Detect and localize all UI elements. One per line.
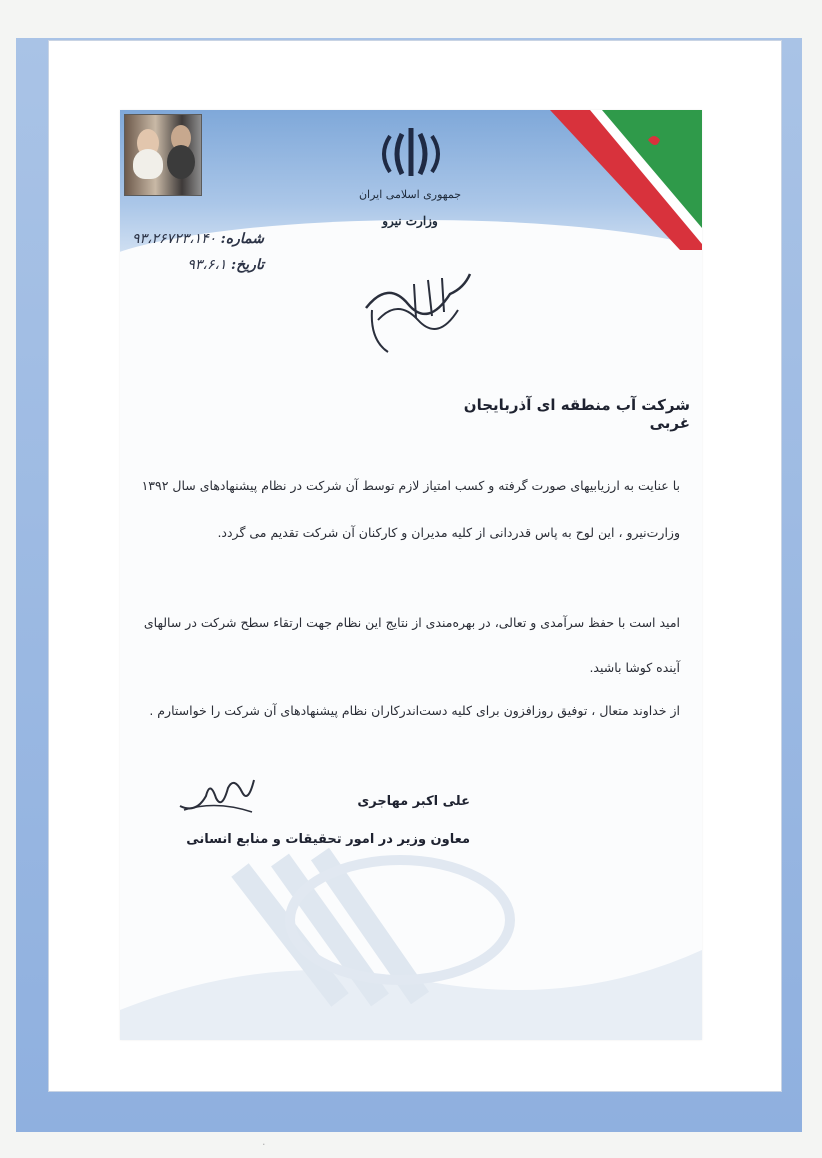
- dam-watermark: [120, 830, 702, 1040]
- emblem-caption-ministry: وزارت نیرو: [382, 214, 438, 228]
- number-value: ۹۳،۲۶۷۲۳،۱۴۰: [131, 231, 217, 247]
- basmala-calligraphy-icon: [358, 260, 478, 356]
- iran-emblem-icon: [378, 124, 444, 184]
- date-value: ۹۳،۶،۱: [187, 257, 227, 273]
- emblem-caption-republic: جمهوری اسلامی ایران: [358, 188, 462, 201]
- iran-flag-icon: [550, 110, 702, 250]
- recipient-heading: شرکت آب منطقه ای آذربایجان غربی: [463, 396, 690, 432]
- date-label: تاریخ:: [230, 257, 264, 273]
- body-paragraph-2: امید است با حفظ سرآمدی و تعالی، در بهره‌مندی از نتایج این نظام جهت ارتقاء سطح شرکت در سالهای آینده کوشا باشید.: [143, 615, 680, 675]
- handwritten-signature: [176, 770, 256, 820]
- scan-speck: ·: [262, 1138, 266, 1151]
- signer-title: معاون وزیر در امور تحقیقات و منابع انسانی: [186, 832, 470, 847]
- reference-number-row: [120, 226, 264, 252]
- number-label: شماره:: [220, 231, 264, 247]
- leaders-portrait: [124, 114, 202, 196]
- reference-date-row: [120, 252, 264, 278]
- reference-block: [120, 226, 264, 278]
- body-paragraph-1: با عنایت به ارزیابیهای صورت گرفته و کسب امتیاز لازم توسط آن شرکت در نظام پیشنهادهای سال ۱۳۹۲ وزارت‌نیرو ، این لوح به پاس قدردانی از کلیه مدیران و کارکنان آن شرکت تقدیم می گردد.: [141, 478, 680, 540]
- body-paragraph-3: از خداوند متعال ، توفیق روزافزون برای کلیه دست‌اندرکاران نظام پیشنهادهای آن شرکت را خواستارم .: [149, 703, 680, 718]
- signer-name: علی اکبر مهاجری: [357, 794, 470, 809]
- certificate-sheet: [120, 110, 702, 1040]
